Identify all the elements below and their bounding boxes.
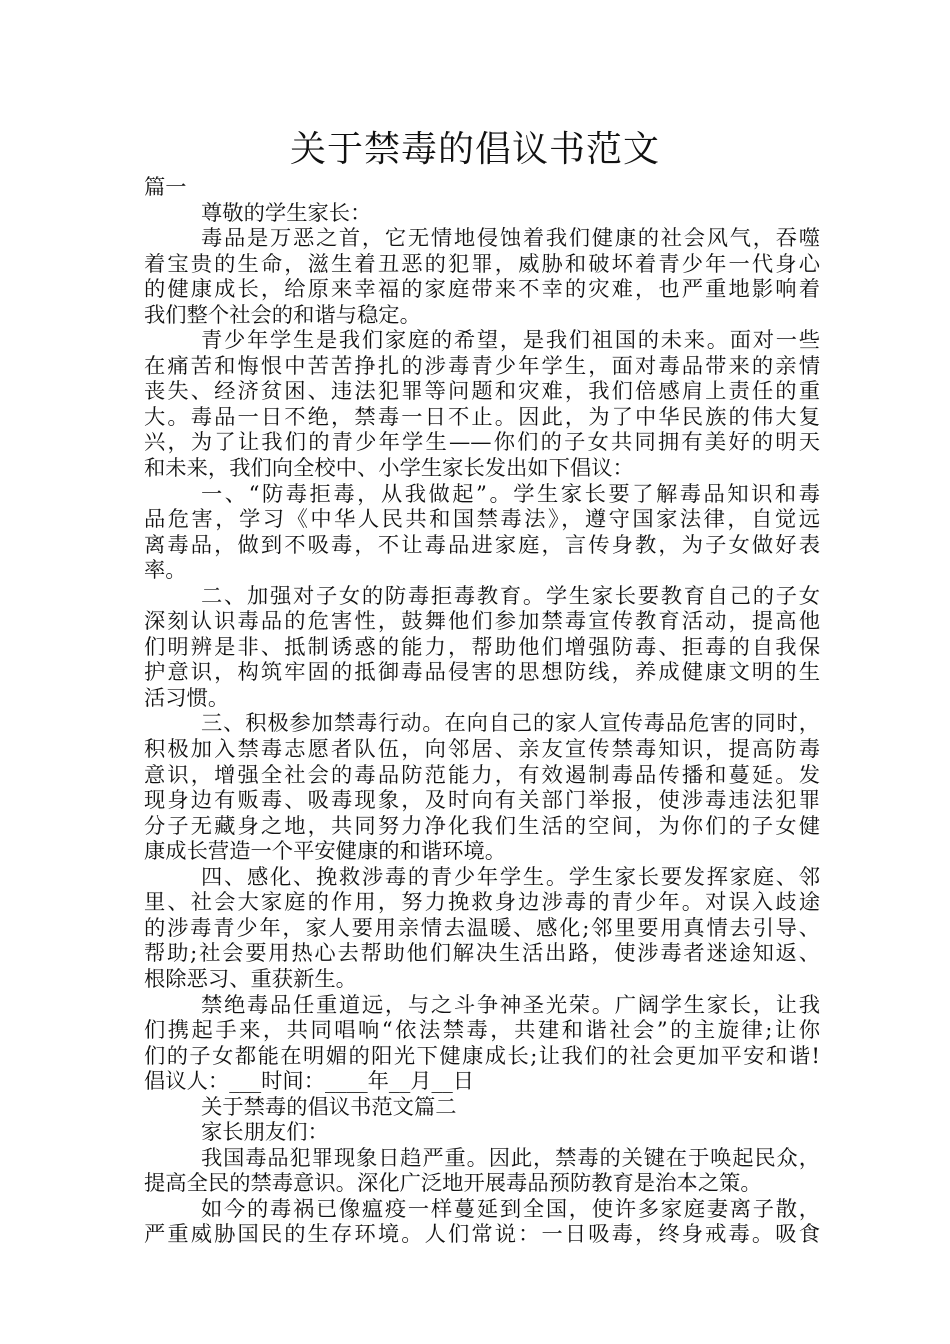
text-line: 丧失、经济贫困、违法犯罪等问题和灾难，我们倍感肩上责任的重: [144, 379, 820, 405]
document-title: 关于禁毒的倡议书范文: [289, 129, 660, 170]
text-line: 里、社会大家庭的作用，努力挽救身边涉毒的青少年。对误入歧途: [144, 890, 820, 916]
text-line: 现身边有贩毒、吸毒现象，及时向有关部门举报，使涉毒违法犯罪: [144, 788, 820, 814]
text-line: 严重威胁国民的生存环境。人们常说：一日吸毒，终身戒毒。吸食: [144, 1222, 820, 1248]
text-line: 深刻认识毒品的危害性，鼓舞他们参加禁毒宣传教育活动，提高他: [144, 609, 820, 635]
text-line: 们明辨是非、抵制诱惑的能力，帮助他们增强防毒、拒毒的自我保: [144, 634, 820, 660]
text-line: 们的子女都能在明媚的阳光下健康成长;让我们的社会更加平安和谐!: [144, 1043, 820, 1069]
text-line: 青少年学生是我们家庭的希望，是我们祖国的未来。面对一些: [201, 328, 820, 354]
text-line: 在痛苦和悔恨中苦苦挣扎的涉毒青少年学生，面对毒品带来的亲情: [144, 353, 820, 379]
text-line: 护意识，构筑牢固的抵御毒品侵害的思想防线，养成健康文明的生: [144, 660, 820, 686]
text-line: 康成长营造一个平安健康的和谐环境。: [144, 839, 507, 865]
text-line: 三、积极参加禁毒行动。在向自己的家人宣传毒品危害的同时，: [201, 711, 820, 737]
text-line: 禁绝毒品任重道远，与之斗争神圣光荣。广阔学生家长，让我: [201, 992, 820, 1018]
text-line: 们携起手来，共同唱响“依法禁毒，共建和谐社会”的主旋律;让你: [144, 1018, 820, 1044]
text-line: 一、“防毒拒毒，从我做起”。学生家长要了解毒品知识和毒: [201, 481, 820, 507]
text-line: 分子无藏身之地，共同努力净化我们生活的空间，为你们的子女健: [144, 813, 820, 839]
text-line: 家长朋友们：: [201, 1120, 329, 1146]
text-line: 毒品是万恶之首，它无情地侵蚀着我们健康的社会风气，吞噬: [201, 226, 820, 252]
text-line: 篇一: [144, 175, 187, 200]
text-line: 和未来，我们向全校中、小学生家长发出如下倡议：: [144, 456, 634, 482]
text-line: 意识，增强全社会的毒品防范能力，有效遏制毒品传播和蔓延。发: [144, 762, 820, 788]
text-line: 提高全民的禁毒意识。深化广泛地开展毒品预防教育是治本之策。: [144, 1171, 762, 1197]
text-line: 尊敬的学生家长：: [201, 200, 372, 226]
text-line: 我国毒品犯罪现象日趋严重。因此，禁毒的关键在于唤起民众，: [201, 1145, 820, 1171]
text-line: 如今的毒祸已像瘟疫一样蔓延到全国，使许多家庭妻离子散，: [201, 1196, 820, 1222]
text-line: 活习惯。: [144, 685, 230, 711]
text-line: 根除恶习、重获新生。: [144, 966, 357, 992]
text-line: 四、感化、挽救涉毒的青少年学生。学生家长要发挥家庭、邻: [201, 864, 820, 890]
text-line: 品危害，学习《中华人民共和国禁毒法》，遵守国家法律，自觉远: [144, 507, 820, 533]
text-line: 率。: [144, 558, 187, 584]
text-line: 着宝贵的生命，滋生着丑恶的犯罪，威胁和破坏着青少年一代身心: [144, 251, 820, 277]
text-line: 帮助;社会要用热心去帮助他们解决生活出路，使涉毒者迷途知返、: [144, 941, 820, 967]
document-body: [144, 175, 820, 1248]
text-line: 二、加强对子女的防毒拒毒教育。学生家长要教育自己的子女: [201, 583, 820, 609]
text-line: 关于禁毒的倡议书范文篇二: [201, 1094, 457, 1120]
text-line: 倡议人：___时间：____年__月__日: [144, 1069, 475, 1095]
text-line: 离毒品，做到不吸毒，不让毒品进家庭，言传身教，为子女做好表: [144, 532, 820, 558]
text-line: 兴，为了让我们的青少年学生——你们的子女共同拥有美好的明天: [144, 430, 820, 456]
text-line: 大。毒品一日不绝，禁毒一日不止。因此，为了中华民族的伟大复: [144, 404, 820, 430]
text-line: 我们整个社会的和谐与稳定。: [144, 302, 421, 328]
text-line: 的健康成长，给原来幸福的家庭带来不幸的灾难，也严重地影响着: [144, 277, 820, 303]
text-line: 的涉毒青少年，家人要用亲情去温暖、感化;邻里要用真情去引导、: [144, 915, 820, 941]
text-line: 积极加入禁毒志愿者队伍，向邻居、亲友宣传禁毒知识，提高防毒: [144, 737, 820, 763]
